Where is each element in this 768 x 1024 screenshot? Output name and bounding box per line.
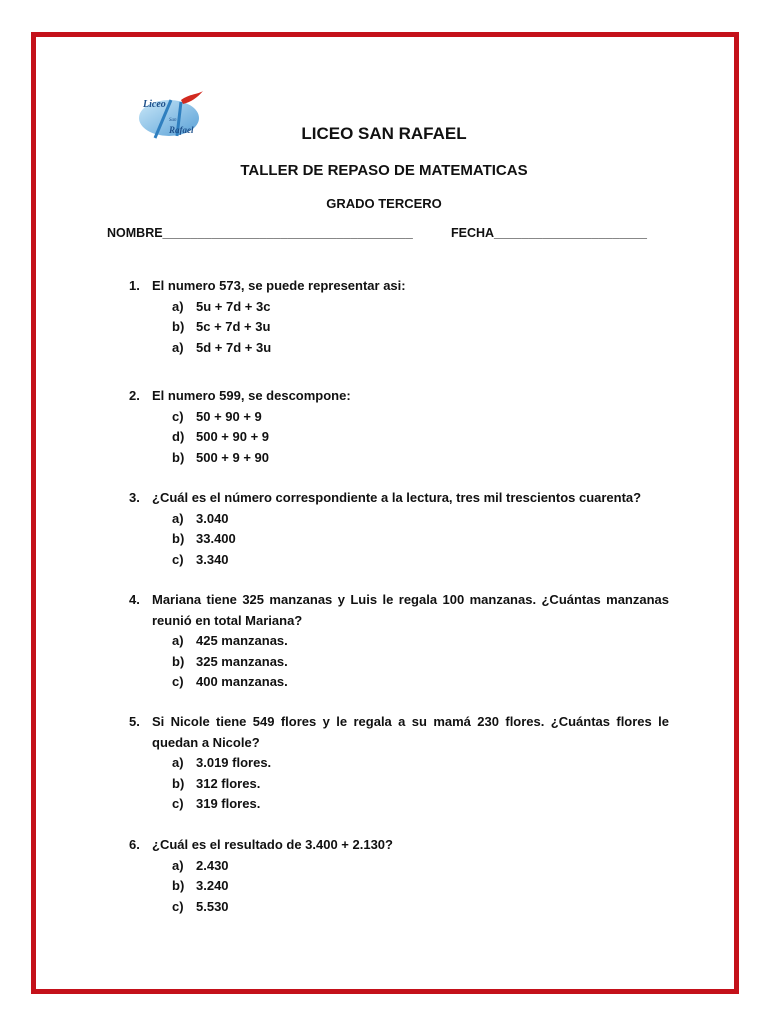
option-text: 3.340 bbox=[196, 551, 229, 567]
answer-option[interactable] bbox=[172, 856, 669, 877]
option-letter: b) bbox=[172, 531, 185, 546]
question-number: 2. bbox=[129, 388, 140, 403]
option-list bbox=[172, 631, 669, 693]
option-text: 319 flores. bbox=[196, 796, 261, 811]
date-field[interactable]: FECHA______________________ bbox=[451, 226, 647, 240]
option-letter: a) bbox=[172, 339, 184, 355]
option-text: 33.400 bbox=[196, 531, 236, 546]
answer-option[interactable] bbox=[172, 297, 669, 318]
question-1 bbox=[129, 276, 669, 358]
option-letter: a) bbox=[172, 857, 184, 873]
option-text: 5.530 bbox=[196, 898, 229, 914]
answer-option[interactable] bbox=[172, 631, 669, 652]
option-letter: c) bbox=[172, 408, 184, 424]
answer-option[interactable] bbox=[172, 317, 669, 338]
question-6 bbox=[129, 835, 669, 917]
answer-option[interactable] bbox=[172, 897, 669, 918]
school-title: LICEO SAN RAFAEL bbox=[301, 124, 467, 143]
answer-option[interactable] bbox=[172, 338, 669, 359]
option-list bbox=[172, 297, 669, 359]
workshop-title: TALLER DE REPASO DE MATEMATICAS bbox=[240, 162, 528, 179]
option-letter: b) bbox=[172, 878, 185, 893]
answer-option[interactable] bbox=[172, 407, 669, 428]
question-2 bbox=[129, 386, 669, 468]
option-letter: d) bbox=[172, 429, 185, 444]
answer-option[interactable] bbox=[172, 794, 669, 815]
question-stem: El numero 573, se puede representar asi: bbox=[152, 278, 406, 293]
logo-text-top: Liceo bbox=[143, 99, 166, 110]
question-5 bbox=[129, 712, 669, 815]
option-text: 3.040 bbox=[196, 510, 229, 526]
option-text: 3.019 flores. bbox=[196, 755, 272, 770]
option-list bbox=[172, 509, 669, 571]
option-letter: c) bbox=[172, 898, 184, 914]
question-number: 1. bbox=[129, 278, 140, 293]
option-text: 3.240 bbox=[196, 878, 229, 893]
option-letter: c) bbox=[172, 796, 184, 811]
answer-option[interactable] bbox=[172, 550, 669, 571]
option-letter: b) bbox=[172, 775, 185, 791]
question-number: 3. bbox=[129, 490, 140, 505]
answer-option[interactable] bbox=[172, 529, 669, 550]
question-stem: Mariana tiene 325 manzanas y Luis le regala 100 manzanas. ¿Cuántas manzanas reunió en total Mariana? bbox=[152, 592, 669, 628]
answer-option[interactable] bbox=[172, 427, 669, 448]
option-letter: a) bbox=[172, 633, 184, 648]
option-text: 5u + 7d + 3c bbox=[196, 298, 271, 314]
question-stem: ¿Cuál es el resultado de 3.400 + 2.130? bbox=[152, 837, 393, 852]
question-3 bbox=[129, 488, 669, 570]
option-letter: a) bbox=[172, 755, 184, 770]
option-letter: b) bbox=[172, 449, 185, 465]
option-text: 50 + 90 + 9 bbox=[196, 408, 262, 424]
answer-option[interactable] bbox=[172, 774, 669, 795]
option-text: 2.430 bbox=[196, 857, 229, 873]
option-letter: c) bbox=[172, 674, 184, 689]
question-stem: Si Nicole tiene 549 flores y le regala a su mamá 230 flores. ¿Cuántas flores le quedan a Nicole? bbox=[152, 714, 669, 750]
option-text: 500 + 9 + 90 bbox=[196, 449, 270, 465]
option-text: 400 manzanas. bbox=[196, 674, 288, 689]
answer-option[interactable] bbox=[172, 753, 669, 774]
question-number: 5. bbox=[129, 714, 140, 729]
option-text: 325 manzanas. bbox=[196, 653, 288, 669]
answer-option[interactable] bbox=[172, 652, 669, 673]
option-list bbox=[172, 856, 669, 918]
answer-option[interactable] bbox=[172, 672, 669, 693]
logo-text-bottom: Rafael bbox=[169, 125, 194, 135]
question-stem: El numero 599, se descompone: bbox=[152, 388, 351, 403]
answer-option[interactable] bbox=[172, 876, 669, 897]
option-letter: c) bbox=[172, 551, 184, 567]
question-number: 6. bbox=[129, 837, 140, 852]
option-letter: b) bbox=[172, 319, 185, 334]
option-text: 312 flores. bbox=[196, 775, 261, 791]
logo-text-small: San bbox=[169, 118, 177, 123]
option-text: 425 manzanas. bbox=[196, 633, 288, 648]
question-4 bbox=[129, 590, 669, 693]
option-letter: a) bbox=[172, 510, 184, 526]
option-text: 500 + 90 + 9 bbox=[196, 429, 270, 444]
option-text: 5d + 7d + 3u bbox=[196, 339, 272, 355]
question-stem: ¿Cuál es el número correspondiente a la lectura, tres mil trescientos cuarenta? bbox=[152, 490, 642, 505]
answer-option[interactable] bbox=[172, 448, 669, 469]
option-list bbox=[172, 753, 669, 815]
option-letter: b) bbox=[172, 653, 185, 669]
option-letter: a) bbox=[172, 298, 184, 314]
option-list bbox=[172, 407, 669, 469]
question-number: 4. bbox=[129, 592, 140, 607]
grade-label: GRADO TERCERO bbox=[326, 196, 442, 211]
answer-option[interactable] bbox=[172, 509, 669, 530]
option-text: 5c + 7d + 3u bbox=[196, 319, 271, 334]
name-field[interactable]: NOMBRE____________________________________ bbox=[107, 226, 413, 240]
